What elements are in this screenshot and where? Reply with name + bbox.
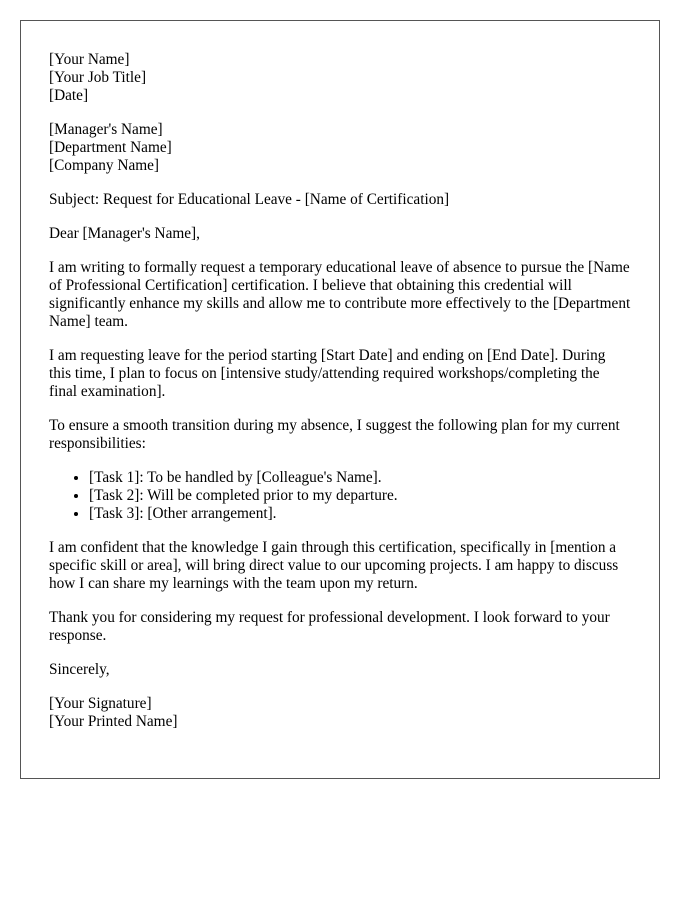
salutation: Dear [Manager's Name], bbox=[49, 225, 200, 242]
valediction: Sincerely, bbox=[49, 661, 110, 678]
body-paragraph-value: I am confident that the knowledge I gain through this certification, specifically in [mention a specific skill or area], will bring direct value to our upcoming projects. I am happy to discuss how I can share my learnings with the team upon my return. bbox=[49, 539, 619, 592]
body-paragraph-intro: I am writing to formally request a temporary educational leave of absence to pursue the [Name of Professional Certification] certification. I believe that obtaining this credential will significantly enhance my skills and allow me to contribute more effectively to the [Department Name] team. bbox=[49, 259, 631, 330]
signature-block bbox=[49, 695, 631, 731]
task-item: • [Task 3]: [Other arrangement]. bbox=[89, 505, 631, 523]
task-item: • [Task 1]: To be handled by [Colleague's Name]. bbox=[89, 469, 631, 487]
printed-name: [Your Printed Name] bbox=[49, 713, 178, 730]
recipient-block bbox=[49, 121, 631, 175]
recipient-name: [Manager's Name] bbox=[49, 121, 163, 138]
recipient-company: [Company Name] bbox=[49, 157, 160, 174]
body-paragraph-transition: To ensure a smooth transition during my absence, I suggest the following plan for my current responsibilities: bbox=[49, 417, 620, 452]
sender-job-title: [Your Job Title] bbox=[49, 69, 147, 86]
body-paragraph-dates: I am requesting leave for the period starting [Start Date] and ending on [End Date]. During this time, I plan to focus on [intensive study/attending required workshops/completing the final examination]. bbox=[49, 347, 606, 400]
sender-name: [Your Name] bbox=[49, 51, 130, 68]
letter-document bbox=[20, 20, 660, 779]
letter-date: [Date] bbox=[49, 87, 89, 104]
recipient-department: [Department Name] bbox=[49, 139, 172, 156]
task-list bbox=[49, 469, 631, 523]
subject-line: Subject: Request for Educational Leave - [Name of Certification] bbox=[49, 191, 450, 208]
sender-block bbox=[49, 51, 631, 105]
body-paragraph-thanks: Thank you for considering my request for professional development. I look forward to your response. bbox=[49, 609, 610, 644]
signature-line: [Your Signature] bbox=[49, 695, 152, 712]
task-item: • [Task 2]: Will be completed prior to my departure. bbox=[89, 487, 631, 505]
